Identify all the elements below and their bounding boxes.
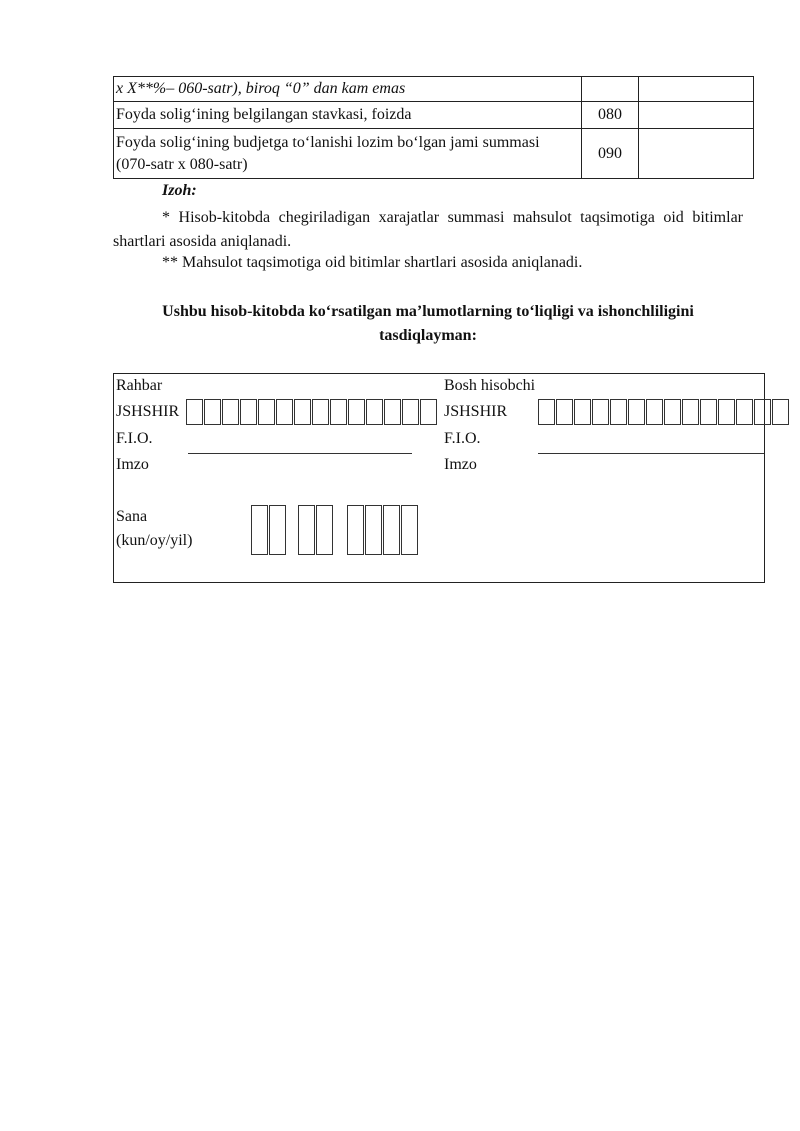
- left-id-cells[interactable]: [186, 399, 438, 425]
- id-cell[interactable]: [240, 399, 257, 425]
- id-cell[interactable]: [664, 399, 681, 425]
- id-cell[interactable]: [402, 399, 419, 425]
- id-cell[interactable]: [736, 399, 753, 425]
- date-cell[interactable]: [251, 505, 268, 555]
- id-cell[interactable]: [384, 399, 401, 425]
- table-row: [114, 77, 754, 102]
- date-cell[interactable]: [401, 505, 418, 555]
- right-id-label: JSHSHIR: [444, 403, 508, 420]
- id-cell[interactable]: [718, 399, 735, 425]
- calculation-table: [113, 76, 754, 179]
- id-cell[interactable]: [556, 399, 573, 425]
- table-row: [114, 129, 754, 179]
- row-text: Foyda solig‘ining belgilangan stavkasi, foizda: [114, 102, 582, 129]
- id-cell[interactable]: [610, 399, 627, 425]
- id-cell[interactable]: [682, 399, 699, 425]
- left-name-label: F.I.O.: [116, 430, 153, 447]
- row-value-cell[interactable]: [639, 129, 754, 179]
- note-1: * Hisob-kitobda chegiriladigan xarajatlar summasi mahsulot taqsimotiga oid bitimlar shartlari asosida aniqlanadi.: [113, 209, 743, 250]
- id-cell[interactable]: [276, 399, 293, 425]
- date-label: Sana: [116, 508, 148, 525]
- left-role-label: Rahbar: [116, 377, 163, 394]
- row-text-line1: Foyda solig‘ining budjetga to‘lanishi lozim bo‘lgan jami summasi: [116, 133, 540, 151]
- row-value-cell[interactable]: [639, 102, 754, 129]
- date-cell[interactable]: [383, 505, 400, 555]
- date-month-cells[interactable]: [298, 505, 334, 555]
- id-cell[interactable]: [700, 399, 717, 425]
- id-cell[interactable]: [754, 399, 771, 425]
- date-cell[interactable]: [269, 505, 286, 555]
- id-cell[interactable]: [330, 399, 347, 425]
- right-name-line[interactable]: [538, 453, 764, 454]
- row-text: [114, 129, 582, 179]
- table-row: [114, 102, 754, 129]
- id-cell[interactable]: [312, 399, 329, 425]
- id-cell[interactable]: [186, 399, 203, 425]
- id-cell[interactable]: [294, 399, 311, 425]
- left-name-line[interactable]: [188, 453, 412, 454]
- id-cell[interactable]: [366, 399, 383, 425]
- notes-heading: Izoh:: [162, 182, 197, 199]
- id-cell[interactable]: [420, 399, 437, 425]
- row-text-line2: (070-satr x 080-satr): [116, 155, 248, 173]
- date-cell[interactable]: [298, 505, 315, 555]
- confirmation-statement: [113, 300, 743, 348]
- date-cell[interactable]: [365, 505, 382, 555]
- right-role-label: Bosh hisobchi: [444, 377, 536, 394]
- row-value-cell[interactable]: [639, 77, 754, 102]
- row-code: 080: [582, 102, 639, 129]
- confirmation-line2: tasdiqlayman:: [379, 327, 477, 344]
- left-id-label: JSHSHIR: [116, 403, 180, 420]
- note-2: ** Mahsulot taqsimotiga oid bitimlar shartlari asosida aniqlanadi.: [162, 254, 583, 271]
- right-id-cells[interactable]: [538, 399, 790, 425]
- date-year-cells[interactable]: [347, 505, 419, 555]
- id-cell[interactable]: [204, 399, 221, 425]
- id-cell[interactable]: [646, 399, 663, 425]
- date-cell[interactable]: [347, 505, 364, 555]
- signature-box: [113, 373, 765, 583]
- id-cell[interactable]: [772, 399, 789, 425]
- left-sign-label: Imzo: [116, 456, 149, 473]
- date-format-label: (kun/oy/yil): [116, 532, 193, 549]
- confirmation-line1: Ushbu hisob-kitobda ko‘rsatilgan ma’lumotlarning to‘liqligi va ishonchliligini: [162, 303, 694, 320]
- id-cell[interactable]: [538, 399, 555, 425]
- id-cell[interactable]: [258, 399, 275, 425]
- right-name-label: F.I.O.: [444, 430, 481, 447]
- date-day-cells[interactable]: [251, 505, 287, 555]
- row-code: [582, 77, 639, 102]
- id-cell[interactable]: [592, 399, 609, 425]
- right-sign-label: Imzo: [444, 456, 477, 473]
- id-cell[interactable]: [348, 399, 365, 425]
- row-text: x X**%– 060-satr), biroq “0” dan kam emas: [114, 77, 582, 102]
- id-cell[interactable]: [628, 399, 645, 425]
- id-cell[interactable]: [574, 399, 591, 425]
- row-code: 090: [582, 129, 639, 179]
- date-cell[interactable]: [316, 505, 333, 555]
- id-cell[interactable]: [222, 399, 239, 425]
